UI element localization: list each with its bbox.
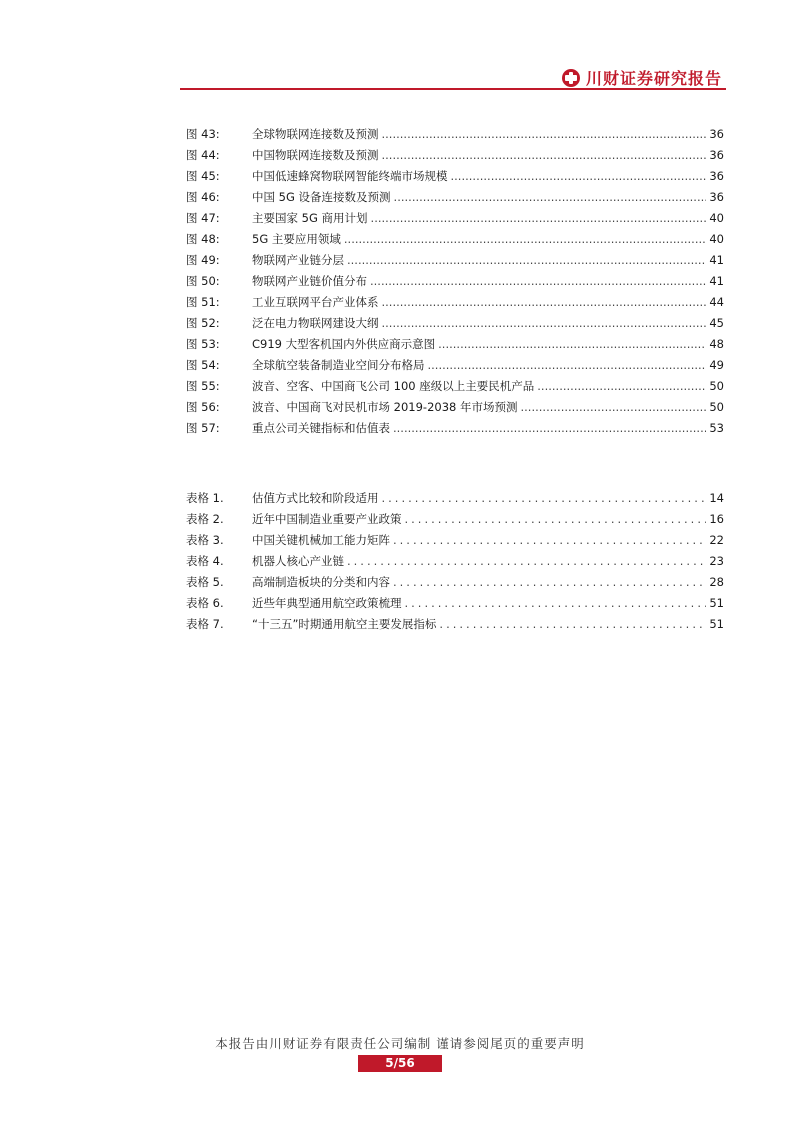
entry-page-number: 44 [709,295,724,309]
entry-title: 泛在电力物联网建设大纲 [252,316,379,330]
entry-page-number: 50 [709,400,724,414]
entry-title: 物联网产业链价值分布 [252,274,367,288]
entry-page-number: 40 [709,232,724,246]
table-entry[interactable] [186,572,724,593]
entry-title: 机器人核心产业链 [252,554,344,568]
figure-entry[interactable] [186,376,724,397]
entry-page-number: 36 [709,148,724,162]
dot-leader [347,551,706,572]
entry-page-number: 53 [709,421,724,435]
dot-leader [370,271,706,292]
entry-title: 物联网产业链分层 [252,253,344,267]
entry-number: 图 47: [186,211,220,225]
dot-leader [521,397,707,418]
dot-leader [537,376,706,397]
figure-entry[interactable] [186,355,724,376]
dot-leader [393,572,706,593]
dot-leader [428,355,707,376]
table-entry[interactable] [186,509,724,530]
entry-number: 图 44: [186,148,220,162]
chuancai-logo-icon [562,69,580,87]
entry-title: 重点公司关键指标和估值表 [252,421,390,435]
entry-title: 中国 5G 设备连接数及预测 [252,190,391,204]
entry-page-number: 22 [709,533,724,547]
entry-number: 表格 4. [186,554,224,568]
entry-number: 图 57: [186,421,220,435]
entry-number: 图 48: [186,232,220,246]
entry-title: 中国关键机械加工能力矩阵 [252,533,390,547]
entry-page-number: 51 [709,617,724,631]
figure-entry[interactable] [186,418,724,439]
entry-title: 工业互联网平台产业体系 [252,295,379,309]
entry-title: 高端制造板块的分类和内容 [252,575,390,589]
entry-number: 表格 3. [186,533,224,547]
figure-entry[interactable] [186,145,724,166]
entry-page-number: 41 [709,274,724,288]
entry-title: “十三五”时期通用航空主要发展指标 [252,617,437,631]
table-entry[interactable] [186,593,724,614]
entry-page-number: 40 [709,211,724,225]
entry-number: 图 43: [186,127,220,141]
figure-entry[interactable] [186,397,724,418]
dot-leader [371,208,707,229]
dot-leader [382,292,707,313]
figure-entry[interactable] [186,334,724,355]
entry-number: 图 56: [186,400,220,414]
dot-leader [438,334,706,355]
entry-page-number: 51 [709,596,724,610]
header-divider [180,88,726,90]
dot-leader [405,593,707,614]
dot-leader [439,614,706,635]
entry-number: 表格 2. [186,512,224,526]
footer-disclaimer: 本报告由川财证券有限责任公司编制 谨请参阅尾页的重要声明 [215,1036,585,1051]
figure-entry[interactable] [186,187,724,208]
dot-leader [382,124,707,145]
entry-title: 近年中国制造业重要产业政策 [252,512,402,526]
entry-page-number: 41 [709,253,724,267]
table-entry[interactable] [186,488,724,509]
figure-entry[interactable] [186,229,724,250]
table-entry[interactable] [186,530,724,551]
entry-title: 中国物联网连接数及预测 [252,148,379,162]
figure-index [186,124,724,439]
dot-leader [382,145,707,166]
dot-leader [405,509,707,530]
table-index [186,488,724,635]
figure-entry[interactable] [186,208,724,229]
entry-page-number: 36 [709,169,724,183]
entry-title: 全球航空装备制造业空间分布格局 [252,358,425,372]
figure-entry[interactable] [186,166,724,187]
dot-leader [382,313,707,334]
brand-name: 川财证券研究报告 [585,69,722,88]
figure-entry[interactable] [186,313,724,334]
entry-page-number: 28 [709,575,724,589]
entry-page-number: 23 [709,554,724,568]
entry-number: 图 50: [186,274,220,288]
dot-leader [394,187,707,208]
figure-entry[interactable] [186,271,724,292]
figure-entry[interactable] [186,250,724,271]
entry-number: 图 53: [186,337,220,351]
figure-entry[interactable] [186,124,724,145]
entry-number: 图 51: [186,295,220,309]
dot-leader [451,166,707,187]
entry-number: 表格 1. [186,491,224,505]
entry-number: 表格 6. [186,596,224,610]
entry-number: 表格 7. [186,617,224,631]
entry-page-number: 49 [709,358,724,372]
entry-number: 图 45: [186,169,220,183]
entry-page-number: 48 [709,337,724,351]
dot-leader [393,530,706,551]
table-entry[interactable] [186,551,724,572]
entry-title: C919 大型客机国内外供应商示意图 [252,337,436,351]
dot-leader [347,250,706,271]
entry-title: 估值方式比较和阶段适用 [252,491,379,505]
entry-number: 图 46: [186,190,220,204]
dot-leader [393,418,706,439]
page-number-badge: 5/56 [358,1055,442,1072]
entry-number: 表格 5. [186,575,224,589]
entry-page-number: 16 [709,512,724,526]
entry-page-number: 36 [709,127,724,141]
entry-page-number: 36 [709,190,724,204]
entry-number: 图 55: [186,379,220,393]
figure-entry[interactable] [186,292,724,313]
entry-title: 波音、空客、中国商飞公司 100 座级以上主要民机产品 [252,379,535,393]
dot-leader [344,229,706,250]
header-brand [562,66,722,89]
entry-title: 波音、中国商飞对民机市场 2019-2038 年市场预测 [252,400,518,414]
entry-number: 图 49: [186,253,220,267]
table-entry[interactable] [186,614,724,635]
entry-title: 全球物联网连接数及预测 [252,127,379,141]
entry-page-number: 45 [709,316,724,330]
entry-title: 近些年典型通用航空政策梳理 [252,596,402,610]
entry-title: 主要国家 5G 商用计划 [252,211,368,225]
entry-number: 图 52: [186,316,220,330]
entry-title: 5G 主要应用领域 [252,232,341,246]
entry-page-number: 50 [709,379,724,393]
entry-title: 中国低速蜂窝物联网智能终端市场规模 [252,169,448,183]
entry-number: 图 54: [186,358,220,372]
dot-leader [382,488,707,509]
entry-page-number: 14 [709,491,724,505]
